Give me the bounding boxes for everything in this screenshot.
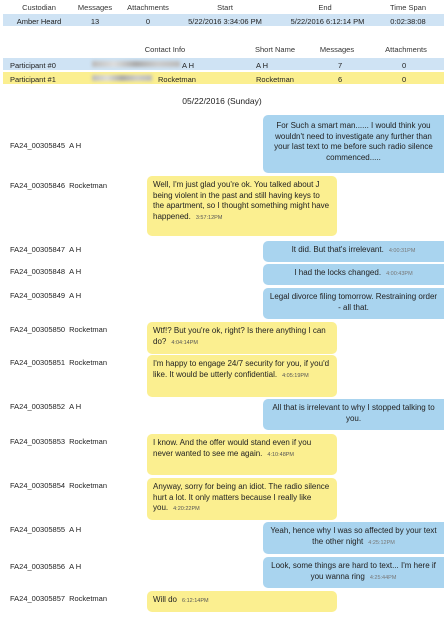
- message-text: For Such a smart man...... I would think you wouldn't need to investigate any further than your last text to me before such radio silence commenced.....: [274, 121, 433, 162]
- col-header-contact-info: Contact Info: [144, 45, 186, 54]
- message-text: Yeah, hence why I was so affected by your text the other night: [270, 526, 437, 546]
- message-bubble: [147, 322, 337, 354]
- message-id: FA24_00305853 Rocketman: [10, 437, 107, 446]
- message-time: 4:25:12PM: [368, 539, 395, 546]
- participant-label: Participant #0: [10, 61, 56, 70]
- message-text: Well, I'm just glad you're ok. You talked about J being violent in the past and still having keys to the apartment, so I thought something might have happened.: [153, 180, 330, 221]
- message-bubble: [147, 591, 337, 612]
- message-time: 4:00:31PM: [388, 248, 416, 254]
- message-sender: A H: [69, 402, 82, 411]
- message-time: 4:05:19PM: [282, 372, 309, 379]
- message-id: FA24_00305847 A H: [10, 245, 82, 254]
- message-id: FA24_00305850 Rocketman: [10, 325, 107, 334]
- participant-short-name: Rocketman: [256, 75, 294, 84]
- message-time: 4:25:44PM: [369, 574, 397, 581]
- participant-label: Participant #1: [10, 75, 56, 84]
- message-id: FA24_00305857 Rocketman: [10, 594, 107, 603]
- message-text: All that is irrelevant to why I stopped talking to you.: [272, 403, 435, 423]
- message-sender: Rocketman: [69, 481, 107, 490]
- message-bubble: [147, 478, 337, 520]
- message-time: 4:20:22PM: [173, 506, 200, 512]
- message-id: FA24_00305856 A H: [10, 562, 82, 571]
- custodian-name: Amber Heard: [16, 17, 62, 26]
- participant-row-1: [3, 72, 444, 84]
- message-bubble: [147, 434, 337, 475]
- message-sender: A H: [69, 291, 82, 300]
- col-header-attachments: Attachments: [127, 3, 169, 12]
- participant-messages: 6: [338, 75, 343, 84]
- message-time: 4:00:43PM: [386, 271, 413, 277]
- col-header-short-name: Short Name: [254, 45, 296, 54]
- participant-row-0: [3, 58, 444, 70]
- participant-attachments: 0: [402, 61, 407, 70]
- message-id: FA24_00305846 Rocketman: [10, 181, 107, 190]
- message-id: FA24_00305849 A H: [10, 291, 82, 300]
- redacted-contact: [92, 61, 180, 67]
- message-bubble: [263, 288, 444, 319]
- message-time: 6:12:14PM: [182, 598, 209, 604]
- col-header-start: Start: [217, 3, 233, 12]
- custodian-start: 5/22/2016 3:34:06 PM: [188, 17, 262, 26]
- message-bubble: [147, 176, 337, 236]
- col-header-time-span: Time Span: [390, 3, 426, 12]
- participant-contact: A H: [182, 61, 195, 70]
- message-bubble: [263, 264, 444, 285]
- message-sender: A H: [69, 267, 82, 276]
- message-id: FA24_00305855 A H: [10, 525, 82, 534]
- message-time: 4:10:48PM: [267, 451, 295, 458]
- col-header-part-messages: Messages: [319, 45, 355, 54]
- date-header: 05/22/2016 (Sunday): [182, 96, 262, 106]
- message-text: Legal divorce filing tomorrow. Restraining order - all that.: [269, 292, 438, 312]
- participant-messages: 7: [338, 61, 343, 70]
- message-bubble: [263, 115, 444, 173]
- message-sender: A H: [69, 525, 82, 534]
- col-header-messages: Messages: [77, 3, 113, 12]
- message-sender: Rocketman: [69, 358, 107, 367]
- message-sender: A H: [69, 562, 82, 571]
- message-text: It did. But that's irrelevant.: [291, 245, 384, 254]
- message-bubble: [147, 355, 337, 397]
- message-id: FA24_00305845 A H: [10, 141, 82, 150]
- message-bubble: [263, 557, 444, 588]
- participant-contact: Rocketman: [158, 75, 196, 84]
- message-text: I know. And the offer would stand even if you never wanted to see me again.: [153, 438, 312, 458]
- message-id: FA24_00305851 Rocketman: [10, 358, 107, 367]
- message-sender: Rocketman: [69, 594, 107, 603]
- redacted-contact: [92, 75, 152, 81]
- message-sender: Rocketman: [69, 437, 107, 446]
- message-id: FA24_00305852 A H: [10, 402, 82, 411]
- message-text: Look, some things are hard to text... I'm here if you wanna ring: [271, 561, 436, 581]
- custodian-messages: 13: [90, 17, 100, 26]
- message-text: I had the locks changed.: [294, 268, 382, 277]
- message-sender: A H: [69, 141, 82, 150]
- custodian-attachments: 0: [145, 17, 151, 26]
- message-bubble: [263, 399, 444, 430]
- message-text: Will do: [153, 595, 178, 604]
- message-sender: A H: [69, 245, 82, 254]
- message-bubble: [263, 241, 444, 262]
- message-text: Anyway, sorry for being an idiot. The radio silence hurt a lot. It only matters because I really like you.: [153, 482, 330, 512]
- custodian-end: 5/22/2016 6:12:14 PM: [290, 17, 365, 26]
- col-header-custodian: Custodian: [22, 3, 56, 12]
- participant-attachments: 0: [402, 75, 407, 84]
- col-header-part-attachments: Attachments: [385, 45, 427, 54]
- message-id: FA24_00305854 Rocketman: [10, 481, 107, 490]
- participant-short-name: A H: [256, 61, 269, 70]
- message-text: I'm happy to engage 24/7 security for you, if you'd like. It would be utterly confidential.: [153, 359, 330, 379]
- message-time: 3:57:12PM: [195, 214, 223, 221]
- message-id: FA24_00305848 A H: [10, 267, 82, 276]
- message-text: Wtf!? But you're ok, right? Is there anything I can do?: [153, 326, 326, 346]
- message-sender: Rocketman: [69, 325, 107, 334]
- custodian-time-span: 0:02:38:08: [390, 17, 426, 26]
- col-header-end: End: [318, 3, 332, 12]
- message-bubble: [263, 522, 444, 554]
- message-sender: Rocketman: [69, 181, 107, 190]
- message-time: 4:04:14PM: [171, 339, 198, 346]
